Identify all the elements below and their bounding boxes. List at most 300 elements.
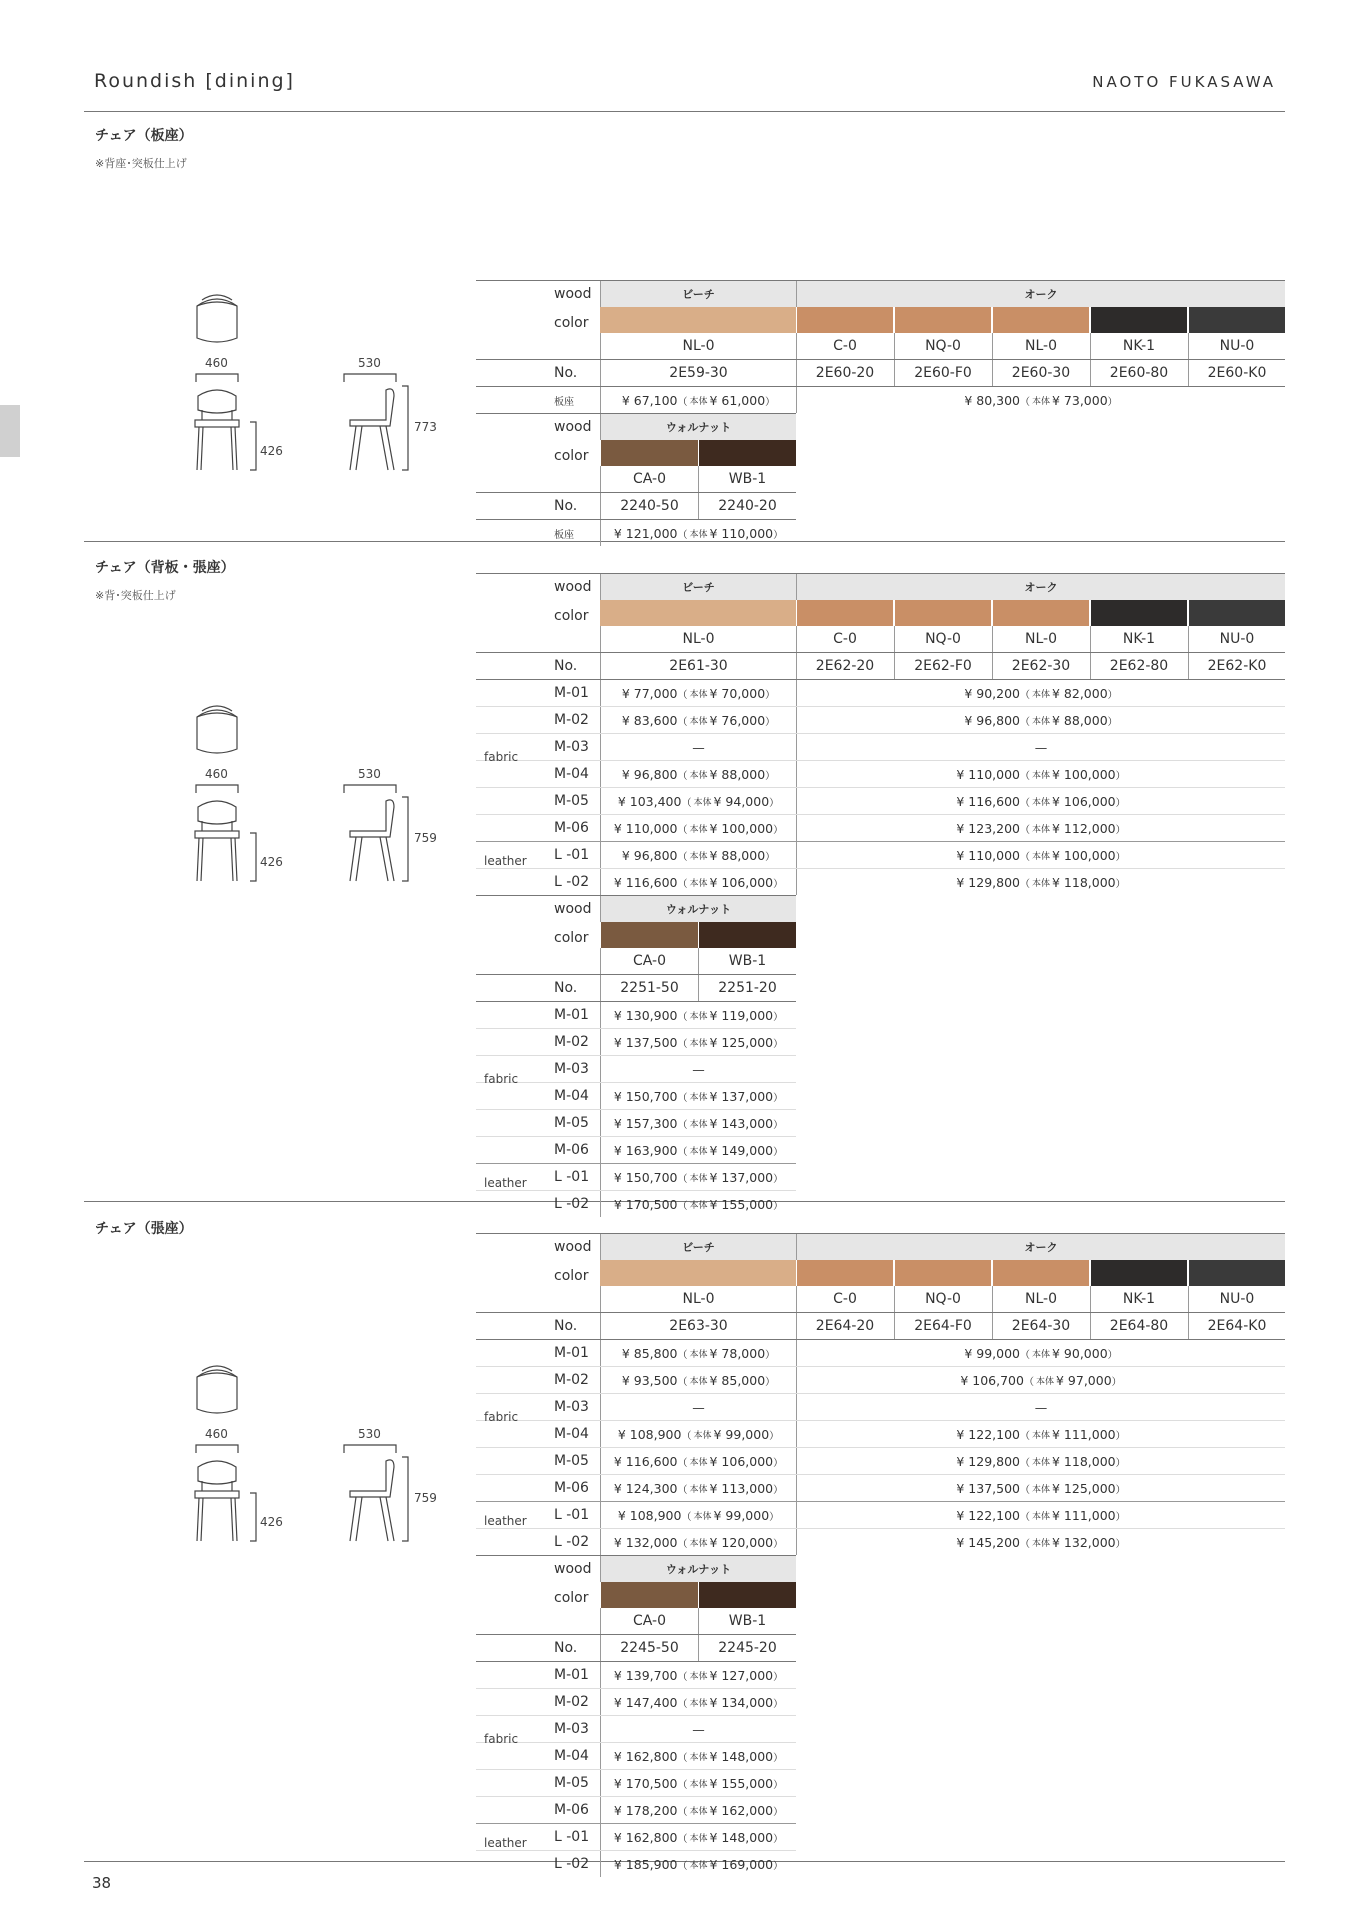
color-row (476, 307, 1285, 359)
product-number: 2251-50 (600, 975, 698, 1001)
walnut-price-rows (476, 519, 1285, 546)
price-incl-tax: ¥ 77,000 (621, 685, 678, 701)
fabric-code: M-06 (554, 1142, 589, 1158)
honntai-label: 本体 (1031, 1349, 1050, 1360)
honntai-label: 本体 (1031, 824, 1050, 835)
honntai-label: 本体 (1031, 1457, 1050, 1468)
honntai-label: 本体 (1031, 716, 1050, 727)
section-title-seita-hari: チェア（背板・張座） (95, 560, 235, 576)
product-number: 2E64-20 (796, 1313, 893, 1339)
wood-color-swatch (1091, 600, 1187, 626)
price-excl-tax: ¥ 127,000 (709, 1667, 774, 1683)
honntai-label: 本体 (1031, 878, 1050, 889)
price-incl-tax: ¥ 147,400 (613, 1694, 678, 1710)
price-row (476, 787, 1285, 814)
price-incl-tax: ¥ 116,600 (956, 793, 1020, 809)
height-dimension: 773 (414, 420, 437, 434)
color-code: WB-1 (698, 466, 796, 492)
oak-header: オーク (796, 574, 1285, 600)
price-incl-tax: ¥ 170,500 (613, 1775, 678, 1791)
honntai-label: 本体 (689, 1833, 708, 1844)
price-cell: ¥ 110,000 （ 本体 ¥ 100,000 ） (600, 815, 796, 841)
fabric-code: M-04 (554, 1088, 589, 1104)
price-incl-tax: ¥ 122,100 (956, 1426, 1020, 1442)
product-number: 2E62-80 (1090, 653, 1187, 679)
product-number: 2E64-F0 (894, 1313, 991, 1339)
product-number: 2251-20 (698, 975, 796, 1001)
price-row (476, 814, 1285, 841)
width-dimension: 460 (205, 1427, 228, 1441)
beech-header: ビーチ (600, 574, 796, 600)
price-cell: ¥ 137,500 （ 本体 ¥ 125,000 ） (796, 1475, 1285, 1501)
color-code: NU-0 (1188, 333, 1285, 359)
wood-label: wood (554, 1239, 592, 1255)
price-excl-tax: ¥ 61,000 (709, 392, 766, 408)
product-number: 2E62-20 (796, 653, 893, 679)
price-incl-tax: ¥ 99,000 (964, 1345, 1020, 1361)
product-number: 2E64-30 (992, 1313, 1089, 1339)
honntai-label: 本体 (689, 1119, 708, 1130)
price-incl-tax: ¥ 85,800 (621, 1345, 678, 1361)
section-title-ita: チェア（板座） (95, 128, 193, 144)
price-table (476, 280, 1285, 546)
price-rows (476, 679, 1285, 895)
color-code: WB-1 (698, 948, 796, 974)
price-incl-tax: ¥ 129,800 (956, 874, 1020, 890)
wood-color-swatch (1189, 307, 1285, 333)
product-number: 2E59-30 (600, 360, 796, 386)
product-number: 2245-50 (600, 1635, 698, 1661)
color-code: WB-1 (698, 1608, 796, 1634)
fabric-code: M-02 (554, 1694, 589, 1710)
price-excl-tax: ¥ 100,000 (709, 820, 774, 836)
fabric-code: L -01 (554, 1507, 590, 1523)
oak-header: オーク (796, 1234, 1285, 1260)
price-incl-tax: ¥ 122,100 (956, 1507, 1020, 1523)
price-cell: ¥ 163,900 （ 本体 ¥ 149,000 ） (600, 1137, 796, 1163)
product-number: 2E62-30 (992, 653, 1089, 679)
wood-label: wood (554, 419, 592, 435)
section-title-hari: チェア（張座） (95, 1221, 193, 1237)
wood-color-swatch (1091, 307, 1187, 333)
fabric-code: L -01 (554, 847, 590, 863)
honntai-label: 本体 (689, 1752, 708, 1763)
price-cell: ¥ 93,500 （ 本体 ¥ 85,000 ） (600, 1367, 796, 1393)
color-code: NL-0 (992, 1286, 1089, 1312)
honntai-label: 本体 (689, 1173, 708, 1184)
price-excl-tax: ¥ 149,000 (709, 1142, 774, 1158)
price-incl-tax: ¥ 163,900 (613, 1142, 678, 1158)
leather-group-label: leather (484, 854, 527, 868)
honntai-label: 本体 (1031, 1538, 1050, 1549)
price-excl-tax: ¥ 118,000 (1052, 1453, 1116, 1469)
wood-color-swatch (699, 1582, 796, 1608)
number-row (476, 1312, 1285, 1339)
price-cell: ¥ 129,800 （ 本体 ¥ 118,000 ） (796, 1448, 1285, 1474)
color-code: NL-0 (992, 626, 1089, 652)
fabric-code: M-01 (554, 1667, 589, 1683)
price-excl-tax: ¥ 85,000 (709, 1372, 766, 1388)
price-excl-tax: ¥ 155,000 (709, 1196, 774, 1212)
price-excl-tax: ¥ 99,000 (713, 1426, 770, 1442)
price-cell: ¥ 123,200 （ 本体 ¥ 112,000 ） (796, 815, 1285, 841)
product-number: 2E63-30 (600, 1313, 796, 1339)
wood-label: wood (554, 901, 592, 917)
price-cell: ¥ 139,700 （ 本体 ¥ 127,000 ） (600, 1662, 796, 1688)
price-cell: ¥ 178,200 （ 本体 ¥ 162,000 ） (600, 1797, 796, 1823)
color-label: color (554, 448, 589, 464)
price-incl-tax: ¥ 96,800 (621, 847, 678, 863)
price-incl-tax: ¥ 130,900 (613, 1007, 678, 1023)
product-number: 2240-20 (698, 493, 796, 519)
honntai-label: 本体 (689, 1698, 708, 1709)
price-cell: ¥ 85,800 （ 本体 ¥ 78,000 ） (600, 1340, 796, 1366)
product-number: 2E60-20 (796, 360, 893, 386)
honntai-label: 本体 (689, 1349, 708, 1360)
width-dimension: 460 (205, 767, 228, 781)
price-cell: ¥ 170,500 （ 本体 ¥ 155,000 ） (600, 1191, 796, 1217)
price-incl-tax: ¥ 124,300 (613, 1480, 678, 1496)
fabric-group-label: fabric (484, 1410, 519, 1424)
price-incl-tax: ¥ 96,800 (964, 712, 1020, 728)
price-cell: ¥ 96,800 （ 本体 ¥ 88,000 ） (600, 842, 796, 868)
honntai-label: 本体 (689, 1200, 708, 1211)
price-excl-tax: ¥ 99,000 (713, 1507, 770, 1523)
collection-title: Roundish [dining] (94, 70, 295, 92)
honntai-label: 本体 (689, 1484, 708, 1495)
wood-color-swatch (699, 922, 796, 948)
wood-color-swatch (895, 1260, 991, 1286)
price-excl-tax: ¥ 111,000 (1052, 1507, 1116, 1523)
product-number: 2E62-F0 (894, 653, 991, 679)
honntai-label: 本体 (689, 1038, 708, 1049)
price-cell: ¥ 110,000 （ 本体 ¥ 100,000 ） (796, 842, 1285, 868)
chair-drawing (180, 1357, 460, 1567)
price-cell: ¥ 185,900 （ 本体 ¥ 169,000 ） (600, 1851, 796, 1877)
price-incl-tax: ¥ 106,700 (960, 1372, 1024, 1388)
price-cell: — (796, 734, 1285, 760)
number-label: No. (554, 1640, 578, 1656)
price-incl-tax: ¥ 139,700 (613, 1667, 678, 1683)
price-incl-tax: ¥ 150,700 (613, 1088, 678, 1104)
price-cell: ¥ 132,000 （ 本体 ¥ 120,000 ） (600, 1529, 796, 1555)
price-cell: ¥ 170,500 （ 本体 ¥ 155,000 ） (600, 1770, 796, 1796)
price-incl-tax: ¥ 121,000 (613, 525, 678, 541)
wood-color-swatch (993, 600, 1089, 626)
seat-height-dimension: 426 (260, 444, 283, 458)
wood-color-swatch (601, 922, 698, 948)
number-row (476, 1634, 796, 1661)
price-cell: ¥ 96,800 （ 本体 ¥ 88,000 ） (796, 707, 1285, 733)
price-excl-tax: ¥ 162,000 (709, 1802, 774, 1818)
price-cell: ¥ 122,100 （ 本体 ¥ 111,000 ） (796, 1421, 1285, 1447)
price-cell: — (600, 1716, 796, 1742)
price-excl-tax: ¥ 88,000 (709, 766, 766, 782)
price-excl-tax: ¥ 120,000 (709, 1534, 774, 1550)
walnut-header: ウォルナット (600, 896, 796, 922)
price-excl-tax: ¥ 125,000 (709, 1034, 774, 1050)
price-cell: ¥ 157,300 （ 本体 ¥ 143,000 ） (600, 1110, 796, 1136)
price-rows (476, 386, 1285, 413)
wood-color-swatch (1189, 600, 1285, 626)
price-cell: ¥ 99,000 （ 本体 ¥ 90,000 ） (796, 1340, 1285, 1366)
wood-row (476, 573, 1285, 600)
price-cell: ¥ 67,100 （ 本体 ¥ 61,000 ） (600, 387, 796, 413)
price-incl-tax: ¥ 96,800 (621, 766, 678, 782)
price-cell: ¥ 108,900 （ 本体 ¥ 99,000 ） (600, 1421, 796, 1447)
price-incl-tax: ¥ 123,200 (956, 820, 1020, 836)
color-label: color (554, 1268, 589, 1284)
price-excl-tax: ¥ 132,000 (1052, 1534, 1116, 1550)
price-cell: ¥ 162,800 （ 本体 ¥ 148,000 ） (600, 1824, 796, 1850)
seat-height-dimension: 426 (260, 855, 283, 869)
product-number: 2E60-F0 (894, 360, 991, 386)
price-incl-tax: ¥ 116,600 (613, 1453, 678, 1469)
price-row (476, 868, 1285, 895)
page-number: 38 (92, 1874, 112, 1892)
color-code: NQ-0 (894, 333, 991, 359)
price-cell: ¥ 150,700 （ 本体 ¥ 137,000 ） (600, 1164, 796, 1190)
fabric-code: L -02 (554, 1534, 590, 1550)
fabric-group-label: fabric (484, 1732, 519, 1746)
honntai-label: 本体 (689, 1011, 708, 1022)
color-code: C-0 (796, 333, 893, 359)
price-excl-tax: ¥ 106,000 (1052, 793, 1116, 809)
honntai-label: 本体 (689, 1779, 708, 1790)
product-number: 2E62-K0 (1188, 653, 1285, 679)
honntai-label: 本体 (1031, 689, 1050, 700)
fabric-code: L -01 (554, 1169, 590, 1185)
wood-color-swatch (993, 1260, 1089, 1286)
price-excl-tax: ¥ 143,000 (709, 1115, 774, 1131)
price-cell: — (600, 1394, 796, 1420)
fabric-code: M-03 (554, 1061, 589, 1077)
wood-color-swatch (797, 1260, 893, 1286)
fabric-code: M-06 (554, 1480, 589, 1496)
number-label: No. (554, 498, 578, 514)
honntai-label: 本体 (689, 1457, 708, 1468)
price-cell: ¥ 129,800 （ 本体 ¥ 118,000 ） (796, 869, 1285, 895)
price-incl-tax: ¥ 145,200 (956, 1534, 1020, 1550)
price-excl-tax: ¥ 106,000 (709, 1453, 774, 1469)
color-row (476, 1260, 1285, 1312)
fabric-code: L -02 (554, 1856, 590, 1872)
price-incl-tax: ¥ 108,900 (617, 1507, 682, 1523)
price-incl-tax: ¥ 170,500 (613, 1196, 678, 1212)
honntai-label: 本体 (689, 851, 708, 862)
fabric-code: M-04 (554, 1426, 589, 1442)
leather-group-label: leather (484, 1514, 527, 1528)
color-code: CA-0 (600, 1608, 698, 1634)
height-dimension: 759 (414, 1491, 437, 1505)
leather-group-label: leather (484, 1176, 527, 1190)
price-excl-tax: ¥ 90,000 (1052, 1345, 1108, 1361)
fabric-code: M-04 (554, 1748, 589, 1764)
walnut-header: ウォルナット (600, 414, 796, 440)
wood-label: wood (554, 579, 592, 595)
chair-drawing (180, 286, 460, 496)
price-incl-tax: ¥ 137,500 (956, 1480, 1020, 1496)
price-cell: ¥ 77,000 （ 本体 ¥ 70,000 ） (600, 680, 796, 706)
color-label: color (554, 930, 589, 946)
price-excl-tax: ¥ 110,000 (709, 525, 774, 541)
fabric-group-label: fabric (484, 750, 519, 764)
honntai-label: 本体 (1031, 797, 1050, 808)
fabric-code: M-01 (554, 1007, 589, 1023)
fabric-code: M-05 (554, 1115, 589, 1131)
honntai-label: 本体 (1031, 1430, 1050, 1441)
fabric-code: M-03 (554, 1399, 589, 1415)
color-label: color (554, 608, 589, 624)
color-code: C-0 (796, 1286, 893, 1312)
color-row (476, 1582, 796, 1634)
fabric-code: M-06 (554, 1802, 589, 1818)
wood-color-swatch (895, 307, 991, 333)
product-number: 2E61-30 (600, 653, 796, 679)
price-incl-tax: ¥ 110,000 (613, 820, 678, 836)
leather-group-label: leather (484, 1836, 527, 1850)
price-incl-tax: ¥ 80,300 (964, 392, 1020, 408)
color-code: CA-0 (600, 948, 698, 974)
wood-color-swatch (895, 600, 991, 626)
price-cell: ¥ 90,200 （ 本体 ¥ 82,000 ） (796, 680, 1285, 706)
product-number: 2E64-K0 (1188, 1313, 1285, 1339)
wood-label: wood (554, 286, 592, 302)
price-incl-tax: ¥ 103,400 (617, 793, 682, 809)
number-label: No. (554, 1318, 578, 1334)
price-excl-tax: ¥ 113,000 (709, 1480, 774, 1496)
fabric-code: M-03 (554, 739, 589, 755)
price-rows (476, 1339, 1285, 1555)
price-excl-tax: ¥ 134,000 (709, 1694, 774, 1710)
price-cell: ¥ 83,600 （ 本体 ¥ 76,000 ） (600, 707, 796, 733)
honntai-label: 本体 (689, 716, 708, 727)
price-excl-tax: ¥ 88,000 (1052, 712, 1108, 728)
wood-color-swatch (797, 600, 893, 626)
honntai-label: 本体 (1031, 1511, 1050, 1522)
price-cell: ¥ 116,600 （ 本体 ¥ 106,000 ） (600, 869, 796, 895)
price-excl-tax: ¥ 155,000 (709, 1775, 774, 1791)
wood-color-swatch (600, 600, 796, 626)
price-excl-tax: ¥ 100,000 (1052, 766, 1116, 782)
price-incl-tax: ¥ 129,800 (956, 1453, 1020, 1469)
fabric-code: M-01 (554, 1345, 589, 1361)
price-cell: ¥ 137,500 （ 本体 ¥ 125,000 ） (600, 1029, 796, 1055)
wood-row (476, 1233, 1285, 1260)
fabric-group-label: fabric (484, 1072, 519, 1086)
price-row (476, 519, 796, 546)
price-excl-tax: ¥ 111,000 (1052, 1426, 1116, 1442)
honntai-label: 本体 (689, 396, 708, 407)
fabric-code: M-04 (554, 766, 589, 782)
honntai-label: 本体 (689, 824, 708, 835)
price-row (476, 1474, 1285, 1501)
price-excl-tax: ¥ 125,000 (1052, 1480, 1116, 1496)
wood-color-swatch (993, 307, 1089, 333)
depth-dimension: 530 (358, 767, 381, 781)
price-row (476, 1528, 1285, 1555)
depth-dimension: 530 (358, 356, 381, 370)
price-incl-tax: ¥ 178,200 (613, 1802, 678, 1818)
fabric-code: M-02 (554, 712, 589, 728)
section-note-seita-hari: ※背･突板仕上げ (95, 589, 176, 602)
wood-color-swatch (600, 307, 796, 333)
color-code: NK-1 (1090, 333, 1187, 359)
price-excl-tax: ¥ 119,000 (709, 1007, 774, 1023)
color-code: NL-0 (600, 333, 796, 359)
color-code: NU-0 (1188, 626, 1285, 652)
section-note-ita: ※背座･突板仕上げ (95, 157, 187, 170)
price-excl-tax: ¥ 112,000 (1052, 820, 1116, 836)
price-incl-tax: ¥ 90,200 (964, 685, 1020, 701)
fabric-code: M-02 (554, 1372, 589, 1388)
price-table (476, 1233, 1285, 1877)
header-rule (84, 111, 1285, 112)
wood-row (476, 1555, 796, 1582)
color-code: NL-0 (600, 626, 796, 652)
honntai-label: 本体 (693, 797, 712, 808)
color-code: CA-0 (600, 466, 698, 492)
number-label: No. (554, 365, 578, 381)
fabric-code: L -02 (554, 874, 590, 890)
price-row (476, 1420, 1285, 1447)
number-row (476, 492, 796, 519)
honntai-label: 本体 (689, 1146, 708, 1157)
price-incl-tax: ¥ 67,100 (621, 392, 678, 408)
price-cell: ¥ 121,000 （ 本体 ¥ 110,000 ） (600, 520, 796, 546)
price-incl-tax: ¥ 132,000 (613, 1534, 678, 1550)
price-cell: ¥ 145,200 （ 本体 ¥ 132,000 ） (796, 1529, 1285, 1555)
price-cell: — (796, 1394, 1285, 1420)
price-excl-tax: ¥ 148,000 (709, 1829, 774, 1845)
price-row (476, 1339, 1285, 1366)
height-dimension: 759 (414, 831, 437, 845)
price-excl-tax: ¥ 88,000 (709, 847, 766, 863)
honntai-label: 本体 (689, 1538, 708, 1549)
fabric-code: L -02 (554, 1196, 590, 1212)
honntai-label: 本体 (693, 1430, 712, 1441)
price-row (476, 1447, 1285, 1474)
color-code: NK-1 (1090, 1286, 1187, 1312)
price-cell: ¥ 162,800 （ 本体 ¥ 148,000 ） (600, 1743, 796, 1769)
honntai-label: 本体 (1031, 1484, 1050, 1495)
chair-drawing (180, 697, 460, 907)
honntai-label: 本体 (689, 529, 708, 540)
price-incl-tax: ¥ 93,500 (621, 1372, 678, 1388)
price-excl-tax: ¥ 169,000 (709, 1856, 774, 1872)
walnut-price-rows (476, 1001, 1285, 1217)
price-incl-tax: ¥ 83,600 (621, 712, 678, 728)
price-cell: ¥ 108,900 （ 本体 ¥ 99,000 ） (600, 1502, 796, 1528)
fabric-code: M-03 (554, 1721, 589, 1737)
price-row (476, 706, 1285, 733)
price-row (476, 386, 1285, 413)
color-code: NQ-0 (894, 626, 991, 652)
wood-color-swatch (601, 440, 698, 466)
price-row (476, 1393, 1285, 1420)
price-row (476, 679, 1285, 706)
walnut-header: ウォルナット (600, 1556, 796, 1582)
honntai-label: 本体 (689, 689, 708, 700)
product-number: 2E60-30 (992, 360, 1089, 386)
honntai-label: 本体 (689, 1860, 708, 1871)
fabric-code: M-05 (554, 1775, 589, 1791)
beech-header: ビーチ (600, 281, 796, 307)
price-cell: ¥ 147,400 （ 本体 ¥ 134,000 ） (600, 1689, 796, 1715)
product-number: 2E60-80 (1090, 360, 1187, 386)
number-label: No. (554, 658, 578, 674)
price-row (476, 1366, 1285, 1393)
